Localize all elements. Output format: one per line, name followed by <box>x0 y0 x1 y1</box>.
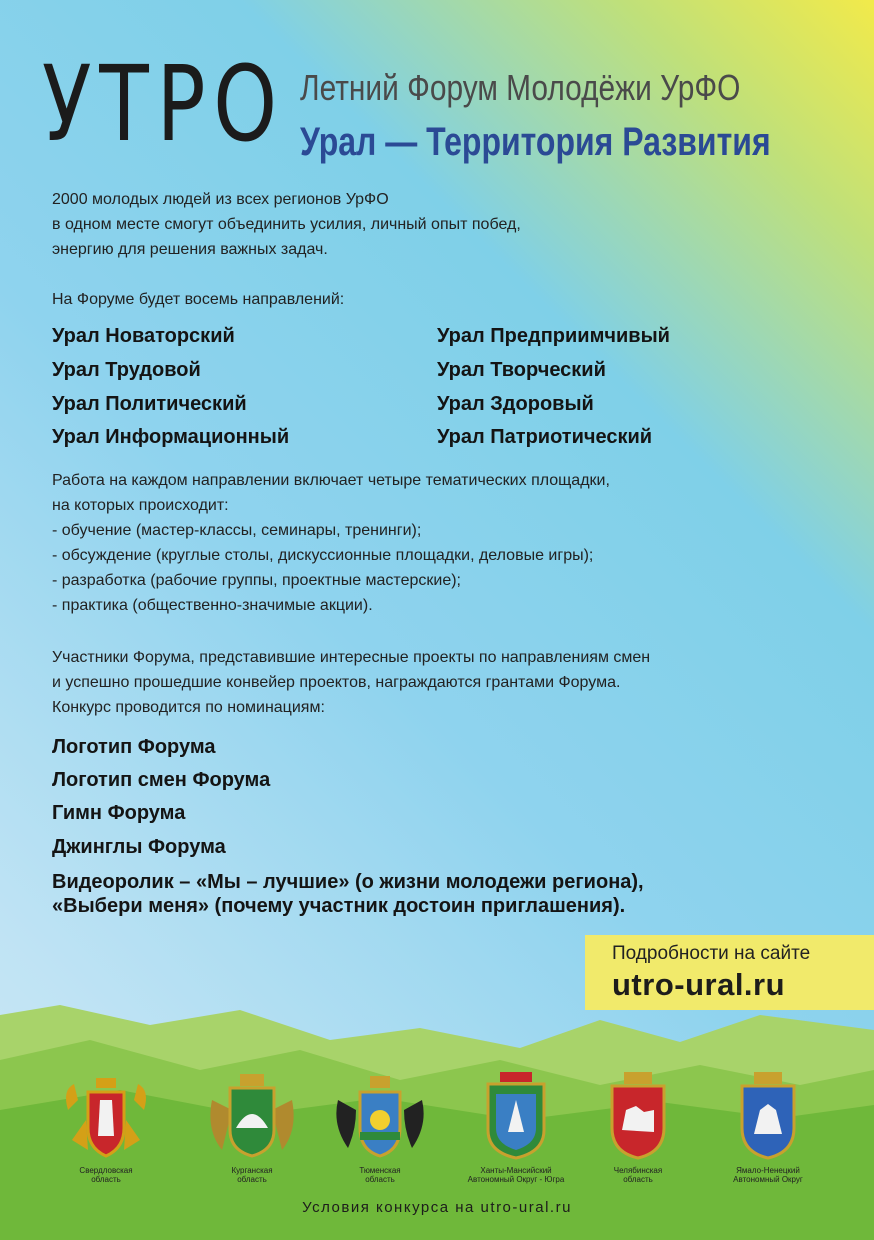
work-line: - обсуждение (круглые столы, дискуссионные площадки, деловые игры); <box>52 547 594 564</box>
direction-item: Урал Информационный <box>52 426 290 448</box>
region-label: Челябинская область <box>613 1166 663 1184</box>
work-line: - обучение (мастер-классы, семинары, тренинги); <box>52 522 422 539</box>
forum-tagline: Урал — Территория Развития <box>300 120 771 164</box>
intro-line: 2000 молодых людей из всех регионов УрФО <box>52 191 389 208</box>
region-label: Ямало-Ненецкий Автономный Округ <box>733 1166 803 1184</box>
nomination-item: Логотип смен Форума <box>52 769 271 791</box>
grants-line: Участники Форума, представившие интересные проекты по направлениям смен <box>52 649 651 666</box>
website-callout-caption: Подробности на сайте <box>612 943 811 964</box>
forum-subtitle: Летний Форум Молодёжи УрФО <box>300 67 741 108</box>
region-label: Курганская область <box>231 1166 273 1184</box>
directions-heading: На Форуме будет восемь направлений: <box>52 291 345 308</box>
tyumen-coat-of-arms-icon <box>330 1070 430 1160</box>
direction-item: Урал Предприимчивый <box>437 325 670 347</box>
nomination-item: Джинглы Форума <box>52 836 226 858</box>
direction-item: Урал Творческий <box>437 359 606 381</box>
website-link[interactable]: utro-ural.ru <box>612 967 786 1002</box>
work-line: - практика (общественно-значимые акции). <box>52 597 373 614</box>
intro-line: в одном месте смогут объединить усилия, личный опыт побед, <box>52 216 521 233</box>
footer-contest-conditions: Условия конкурса на utro-ural.ru <box>302 1199 572 1216</box>
yamalo-nenets-coat-of-arms-icon <box>718 1070 818 1160</box>
region-label: Свердловская область <box>79 1166 133 1184</box>
khanty-mansi-coat-of-arms-icon <box>466 1070 566 1160</box>
direction-item: Урал Здоровый <box>437 393 594 415</box>
work-line: Работа на каждом направлении включает четыре тематических площадки, <box>52 472 610 489</box>
direction-item: Урал Политический <box>52 393 247 415</box>
nomination-item: «Выбери меня» (почему участник достоин приглашения). <box>52 895 626 917</box>
kurgan-coat-of-arms-icon <box>202 1070 302 1160</box>
work-line: - разработка (рабочие группы, проектные мастерские); <box>52 572 461 589</box>
nomination-item: Видеоролик – «Мы – лучшие» (о жизни молодежи региона), <box>52 871 644 893</box>
nomination-item: Логотип Форума <box>52 736 216 758</box>
direction-item: Урал Новаторский <box>52 325 235 347</box>
region-label: Тюменская область <box>359 1166 401 1184</box>
intro-line: энергию для решения важных задач. <box>52 241 328 258</box>
grants-line: Конкурс проводится по номинациям: <box>52 699 325 716</box>
chelyabinsk-coat-of-arms-icon <box>588 1070 688 1160</box>
work-line: на которых происходит: <box>52 497 229 514</box>
direction-item: Урал Патриотический <box>437 426 653 448</box>
region-label: Ханты-Мансийский Автономный Округ - Югра <box>467 1166 565 1184</box>
grants-line: и успешно прошедшие конвейер проектов, награждаются грантами Форума. <box>52 674 621 691</box>
website-callout[interactable] <box>585 935 874 1010</box>
forum-logo-word: УТРО <box>42 43 285 165</box>
nomination-item: Гимн Форума <box>52 802 186 824</box>
sverdlovsk-coat-of-arms-icon <box>56 1070 156 1160</box>
direction-item: Урал Трудовой <box>52 359 201 381</box>
